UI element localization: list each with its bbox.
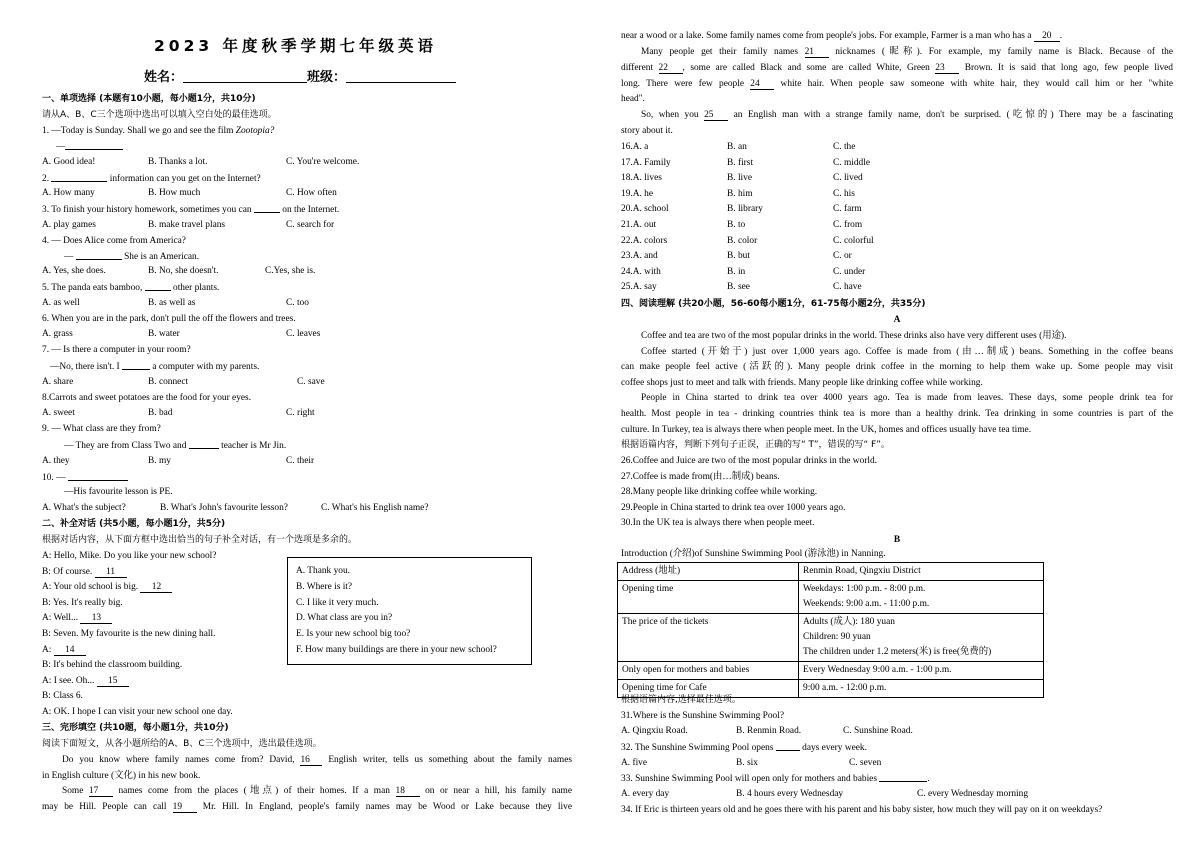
passage-line: culture. In Turkey, tea is always there when people meet. In the UK, homes and offices usually have tea time. <box>621 424 1032 435</box>
passage-b-label: B <box>893 535 901 545</box>
dialog-text: A: Well... <box>42 613 79 624</box>
blank-23[interactable]: 23 <box>935 64 959 74</box>
answer-blank[interactable] <box>65 141 123 150</box>
option-b[interactable]: B. my <box>148 456 171 466</box>
option-b[interactable]: B. six <box>736 758 758 768</box>
passage-line: Coffee and tea are two of the most popular drinks in the world. These drinks also have very different uses (用途). <box>641 331 1067 341</box>
option-a[interactable]: A. every day <box>621 789 670 799</box>
cloze-option-b[interactable]: B. to <box>727 220 746 230</box>
section-1-heading: 一、单项选择 (本题有10小题，每小题1分，共10分) <box>42 94 256 104</box>
option-a[interactable]: A. share <box>42 377 74 387</box>
option-number: 17. <box>621 157 633 168</box>
option-b[interactable]: B. as well as <box>148 298 196 308</box>
dialog-line <box>42 582 172 593</box>
cloze-option-c[interactable]: C. or <box>833 251 852 262</box>
cloze-option-a[interactable] <box>621 236 667 247</box>
passage-line: near a wood or a lake. Some family names come from people's jobs. For example, Farmer is a man who has a 20 . <box>621 31 1063 41</box>
question-9-reply: — They are from Class Two and teacher is Mr Jin. <box>64 441 287 451</box>
cloze-option-a[interactable] <box>621 282 657 293</box>
option-a[interactable]: A. What's the subject? <box>42 503 126 513</box>
option-number: 22. <box>621 235 633 246</box>
blank-16[interactable]: 16 <box>300 756 322 766</box>
option-text: A. school <box>632 204 669 215</box>
table-row <box>618 581 1044 614</box>
class-field[interactable] <box>346 70 456 83</box>
cloze-option-a[interactable] <box>621 158 671 169</box>
question-9: 9. — What class are they from? <box>42 424 161 434</box>
option-b[interactable]: B. make travel plans <box>148 220 226 230</box>
dialog-blank-12[interactable]: 12 <box>140 583 172 593</box>
dialog-text: A: <box>42 644 52 655</box>
dialog-option: A. Thank you. <box>296 566 350 576</box>
cloze-option-a[interactable] <box>621 267 661 278</box>
option-text: A. he <box>632 188 654 199</box>
section-3-heading: 三、完形填空 (共10题，每小题1分，共10分) <box>42 723 229 733</box>
name-field[interactable] <box>183 70 307 83</box>
answer-blank[interactable] <box>68 472 128 481</box>
cloze-option-b[interactable]: B. color <box>727 235 758 246</box>
dialog-text: A: I see. Oh... <box>42 675 95 686</box>
table-row <box>618 614 1044 662</box>
passage-a-instruction: 根据语篇内容，判断下列句子正误，正确的写“ T”，错误的写“ F”。 <box>621 440 890 450</box>
dialog-line <box>42 613 112 624</box>
cloze-option-b[interactable]: B. library <box>727 204 763 215</box>
question-7: 7. — Is there a computer in your room? <box>42 345 191 355</box>
cloze-option-c[interactable]: C. colorful <box>833 235 874 246</box>
option-text: A. Family <box>632 157 671 168</box>
answer-blank[interactable] <box>776 742 800 751</box>
option-a[interactable]: A. five <box>621 758 648 768</box>
table-value-line: Every Wednesday 9:00 a.m. - 1:00 p.m. <box>803 665 952 675</box>
table-value <box>799 563 1044 581</box>
option-c[interactable]: C. save <box>297 377 325 387</box>
option-a[interactable]: A. sweet <box>42 408 75 418</box>
dialog-line <box>42 676 129 687</box>
question-4: 4. — Does Alice come from America? <box>42 236 186 246</box>
answer-blank[interactable] <box>879 773 927 782</box>
passage-line: coffee shops just to meet and talk with friends. Many people like drinking coffee while working. <box>621 377 983 388</box>
cloze-option-c[interactable]: C. the <box>833 142 856 152</box>
question-10: 10. — <box>42 472 128 484</box>
dialog-blank-13[interactable]: 13 <box>80 614 112 624</box>
option-c[interactable]: C. You're welcome. <box>286 157 360 167</box>
option-text: A. a <box>632 142 649 152</box>
blank-19[interactable]: 19 <box>173 803 197 813</box>
cloze-option-c[interactable]: C. lived <box>833 173 863 184</box>
option-c[interactable]: C.Yes, she is. <box>265 266 316 276</box>
passage-b-intro: Introduction (介绍)of Sunshine Swimming Pool (游泳池) in Nanning. <box>621 549 886 559</box>
passage-line: So, when you 25 an English man with a strange family name, don't be surprised. (吃惊的) There may be a fascinating <box>641 110 1174 120</box>
option-number: 23. <box>621 251 633 262</box>
dialog-blank-11[interactable]: 11 <box>95 568 127 578</box>
section-2-instruction: 根据对话内容，从下面方框中选出恰当的句子补全对话，有一个选项是多余的。 <box>42 535 358 545</box>
passage-line: Many people get their family names 21 nicknames (昵称). For example, my family name is Black. Because of the <box>641 47 1174 57</box>
cloze-option-b[interactable]: B. live <box>727 173 752 184</box>
option-a[interactable]: A. they <box>42 456 70 466</box>
section-4-heading: 四、阅读理解 (共20小题，56-60每小题1分，61-75每小题2分，共35分) <box>621 299 926 309</box>
option-b[interactable]: B. 4 hours every Wednesday <box>736 789 844 799</box>
dialog-option: E. Is your new school big too? <box>296 629 411 639</box>
tf-question: 27.Coffee is made from(由…制成) beans. <box>621 471 780 482</box>
option-a[interactable]: A. Yes, she does. <box>42 266 106 276</box>
option-number: 16. <box>621 142 633 152</box>
option-text: A. colors <box>632 235 668 246</box>
cloze-option-a[interactable] <box>621 173 662 184</box>
exam-title: 2023 年度秋季学期七年级英语 <box>154 37 438 55</box>
class-label: 班级： <box>307 70 347 85</box>
option-b[interactable]: B. bad <box>148 408 173 418</box>
option-text: A. lives <box>632 173 662 184</box>
name-class-row <box>144 66 456 85</box>
blank-21[interactable]: 21 <box>805 48 829 58</box>
dialog-text: B: Yes. It's really big. <box>42 597 123 608</box>
option-c[interactable]: C. search for <box>286 220 335 230</box>
cloze-option-b[interactable]: B. first <box>727 157 754 168</box>
answer-blank[interactable] <box>189 440 219 449</box>
table-value-line: Weekdays: 1:00 p.m. - 8:00 p.m. <box>803 584 926 594</box>
tf-question: 29.People in China started to drink tea over 1000 years ago. <box>621 502 846 513</box>
answer-blank[interactable] <box>76 251 122 260</box>
option-c[interactable]: C. right <box>286 408 315 418</box>
table-key: Only open for mothers and babies <box>618 662 799 680</box>
dialog-line <box>42 707 233 718</box>
cloze-option-c[interactable]: C. his <box>833 188 855 199</box>
cloze-option-b[interactable]: B. an <box>727 142 747 152</box>
option-b[interactable]: B. Renmin Road. <box>736 726 802 736</box>
option-text: A. say <box>632 282 657 293</box>
question-4-reply: — She is an American. <box>64 252 200 262</box>
table-key: Address (地址) <box>618 563 799 581</box>
option-a[interactable]: A. grass <box>42 329 73 339</box>
dialog-line <box>42 691 83 702</box>
table-value-line: The children under 1.2 meters(米) is free(免费的) <box>803 647 992 657</box>
passage-line: long. There were few people 24 white hair. When people saw someone with white hair, they would call him or her "white <box>621 79 1173 89</box>
option-text: A. with <box>632 266 661 277</box>
option-number: 25. <box>621 282 633 293</box>
passage-line: People in China started to drink tea over 4000 years ago. Tea is made from leaves. These days, some people drink tea for <box>641 393 1173 404</box>
dialog-option: D. What class are you in? <box>296 613 393 623</box>
cloze-option-a[interactable] <box>621 251 658 262</box>
cloze-option-a[interactable] <box>621 189 653 200</box>
cloze-option-b[interactable]: B. in <box>727 266 746 277</box>
dialog-line <box>42 629 215 640</box>
option-a[interactable]: A. play games <box>42 220 96 230</box>
blank-22[interactable]: 22 <box>659 64 683 74</box>
option-c[interactable]: C. too <box>286 298 309 308</box>
table-value-line: Children: 90 yuan <box>803 632 871 642</box>
passage-line: may be Hill. People can call 19 Mr. Hill. In England, people's family names may be Wood or Lake because they live <box>42 802 572 812</box>
question-7-reply: —No, there isn't. I a computer with my parents. <box>50 362 260 372</box>
dialog-text: A: OK. I hope I can visit your new school one day. <box>42 707 233 717</box>
pool-info-table <box>617 562 1044 698</box>
option-number: 18. <box>621 173 633 184</box>
option-number: 20. <box>621 204 633 215</box>
option-number: 24. <box>621 266 633 277</box>
option-c[interactable]: C. How often <box>286 188 337 198</box>
dialog-text: B: Of course. <box>42 566 93 577</box>
question-10-reply: —His favourite lesson is PE. <box>64 487 173 497</box>
table-key: Opening time <box>618 581 799 614</box>
cloze-option-a[interactable] <box>621 204 669 215</box>
option-a[interactable]: A. Qingxiu Road. <box>621 726 688 736</box>
cloze-option-c[interactable]: C. from <box>833 220 863 230</box>
question-6: 6. When you are in the park, don't pull the off the flowers and trees. <box>42 314 296 324</box>
answer-blank[interactable] <box>254 204 280 213</box>
option-b[interactable]: B. Thanks a lot. <box>148 157 208 167</box>
option-b[interactable]: B. water <box>148 329 180 339</box>
table-value <box>799 581 1044 614</box>
dialog-line <box>42 598 123 609</box>
dialog-options-box <box>287 557 532 665</box>
cloze-option-c[interactable]: C. farm <box>833 204 862 215</box>
passage-line: Do you know where family names come from? David, 16 English writer, tells us something about the family names <box>62 755 573 765</box>
option-c[interactable]: C. every Wednesday morning <box>917 789 1029 799</box>
question-31: 31.Where is the Sunshine Swimming Pool? <box>621 711 785 721</box>
blank-17[interactable]: 17 <box>89 787 113 797</box>
option-c[interactable]: C. Sunshine Road. <box>843 726 913 736</box>
dialog-blank-15[interactable]: 15 <box>97 677 129 687</box>
tf-question: 28.Many people like drinking coffee while working. <box>621 487 818 498</box>
dialog-line <box>42 567 127 578</box>
table-row <box>618 662 1044 680</box>
blank-18[interactable]: 18 <box>396 787 420 797</box>
name-label: 姓名： <box>144 70 184 85</box>
dialog-text: A: Your old school is big. <box>42 582 139 593</box>
dialog-option: C. I like it very much. <box>296 598 379 608</box>
question-33: 33. Sunshine Swimming Pool will open only for mothers and babies . <box>621 774 930 784</box>
question-3: 3. To finish your history homework, sometimes you can on the Internet. <box>42 205 340 215</box>
question-5: 5. The panda eats bamboo, other plants. <box>42 283 220 293</box>
cloze-option-c[interactable]: C. under <box>833 266 866 277</box>
passage-line: Some 17 names come from the places (地点) of their homes. If a man 18 on or near a hill, his family name <box>62 786 573 796</box>
question-34: 34. If Eric is thirteen years old and he goes there with his parent and his baby sister, how much they will pay on it on weekdays? <box>621 805 1103 815</box>
cloze-option-c[interactable]: C. middle <box>833 157 870 168</box>
table-value-line: Adults (成人): 180 yuan <box>803 617 895 627</box>
section-3-instruction: 阅读下面短文，从各小题所给的A、B、C三个选项中，选出最佳选项。 <box>42 739 322 749</box>
option-number: 19. <box>621 188 633 199</box>
tf-question: 30.In the UK tea is always there when people meet. <box>621 518 815 529</box>
answer-blank[interactable] <box>122 361 150 370</box>
table-value <box>799 680 1044 698</box>
dialog-blank-14[interactable]: 14 <box>54 646 86 656</box>
option-c[interactable]: C. What's his English name? <box>321 503 429 513</box>
dialog-text: B: Seven. My favourite is the new dining hall. <box>42 629 216 639</box>
passage-a-label: A <box>893 315 901 325</box>
cloze-option-b[interactable]: B. but <box>727 251 750 262</box>
answer-blank[interactable] <box>145 282 171 291</box>
option-c[interactable]: C. their <box>286 456 315 466</box>
option-b[interactable]: B. What's John's favourite lesson? <box>160 503 288 513</box>
table-value <box>799 614 1044 662</box>
passage-line: head". <box>621 94 645 104</box>
option-c[interactable]: C. leaves <box>286 329 321 339</box>
option-b[interactable]: B. How much <box>148 188 201 198</box>
question-8: 8.Carrots and sweet potatoes are the food for your eyes. <box>42 393 252 403</box>
option-b[interactable]: B. connect <box>148 377 189 387</box>
dialog-text: B: It's behind the classroom building. <box>42 660 183 671</box>
question-2: 2. information can you get on the Internet? <box>42 174 261 184</box>
table-key: The price of the tickets <box>618 614 799 662</box>
option-text: A. out <box>632 220 657 230</box>
option-number: 21. <box>621 220 633 230</box>
cloze-option-a[interactable] <box>621 220 656 231</box>
dialog-line <box>42 645 86 656</box>
table-row <box>618 563 1044 581</box>
dialog-text: A: Hello, Mike. Do you like your new school? <box>42 551 217 561</box>
passage-line: health. Most people in tea - drinking countries think tea is more than a healthy drink. Tea drinking in some countries is part of the <box>621 409 1173 419</box>
tf-question: 26.Coffee and Juice are two of the most popular drinks in the world. <box>621 456 878 466</box>
blank-20[interactable]: 20 <box>1034 32 1060 42</box>
option-a[interactable]: A. as well <box>42 298 80 308</box>
table-value-line: Weekends: 9:00 a.m. - 11:00 p.m. <box>803 599 930 609</box>
question-1-reply: — <box>56 141 123 153</box>
option-c[interactable]: C. seven <box>849 758 882 768</box>
dialog-option: F. How many buildings are there in your new school? <box>296 645 497 655</box>
cloze-option-a[interactable] <box>621 142 648 153</box>
answer-blank[interactable] <box>51 173 107 182</box>
dialog-line <box>42 551 216 562</box>
passage-line: in English culture (文化) in his new book. <box>42 771 201 781</box>
blank-25[interactable]: 25 <box>704 111 728 121</box>
table-value-line: 9:00 a.m. - 12:00 p.m. <box>803 683 887 693</box>
passage-line: can make people feel active (活跃的). Many people drink coffee in the morning to help them wake up. Some people may visit <box>621 362 1173 373</box>
blank-24[interactable]: 24 <box>750 80 774 90</box>
passage-line: story about it. <box>621 126 673 136</box>
option-text: A. and <box>632 251 658 262</box>
dialog-text: B: Class 6. <box>42 691 83 702</box>
table-value <box>799 662 1044 680</box>
table-value-line: Renmin Road, Qingxiu District <box>803 566 921 576</box>
section-2-heading: 二、补全对话 (共5小题，每小题1分，共5分) <box>42 519 226 529</box>
table-key: Opening time for Cafe <box>618 680 799 698</box>
question-1: 1. —Today is Sunday. Shall we go and see the film Zootopia? <box>42 126 275 136</box>
cloze-option-c[interactable]: C. have <box>833 282 862 293</box>
option-a[interactable]: A. Good idea! <box>42 157 96 167</box>
question-32: 32. The Sunshine Swimming Pool opens days every week. <box>621 743 867 753</box>
dialog-option: B. Where is it? <box>296 582 353 592</box>
passage-b-instruction: 根据语篇内容,选择最佳选项。 <box>621 695 741 705</box>
option-b[interactable]: B. No, she doesn't. <box>148 266 219 276</box>
section-1-instruction: 请从A、B、C三个选项中选出可以填入空白处的最佳选项。 <box>42 110 277 120</box>
cloze-option-b[interactable]: B. him <box>727 188 753 199</box>
passage-line: Coffee started (开始于) just over 1,000 years ago. Coffee is made from (由…制成) beans. Something in the coffee beans <box>641 346 1173 357</box>
cloze-option-b[interactable]: B. see <box>727 282 750 293</box>
option-a[interactable]: A. How many <box>42 188 95 198</box>
dialog-line <box>42 660 182 671</box>
passage-line: different 22 , some are called Black and some are called White, Green 23 Brown. It is said that long ago, few people lived <box>621 63 1173 73</box>
